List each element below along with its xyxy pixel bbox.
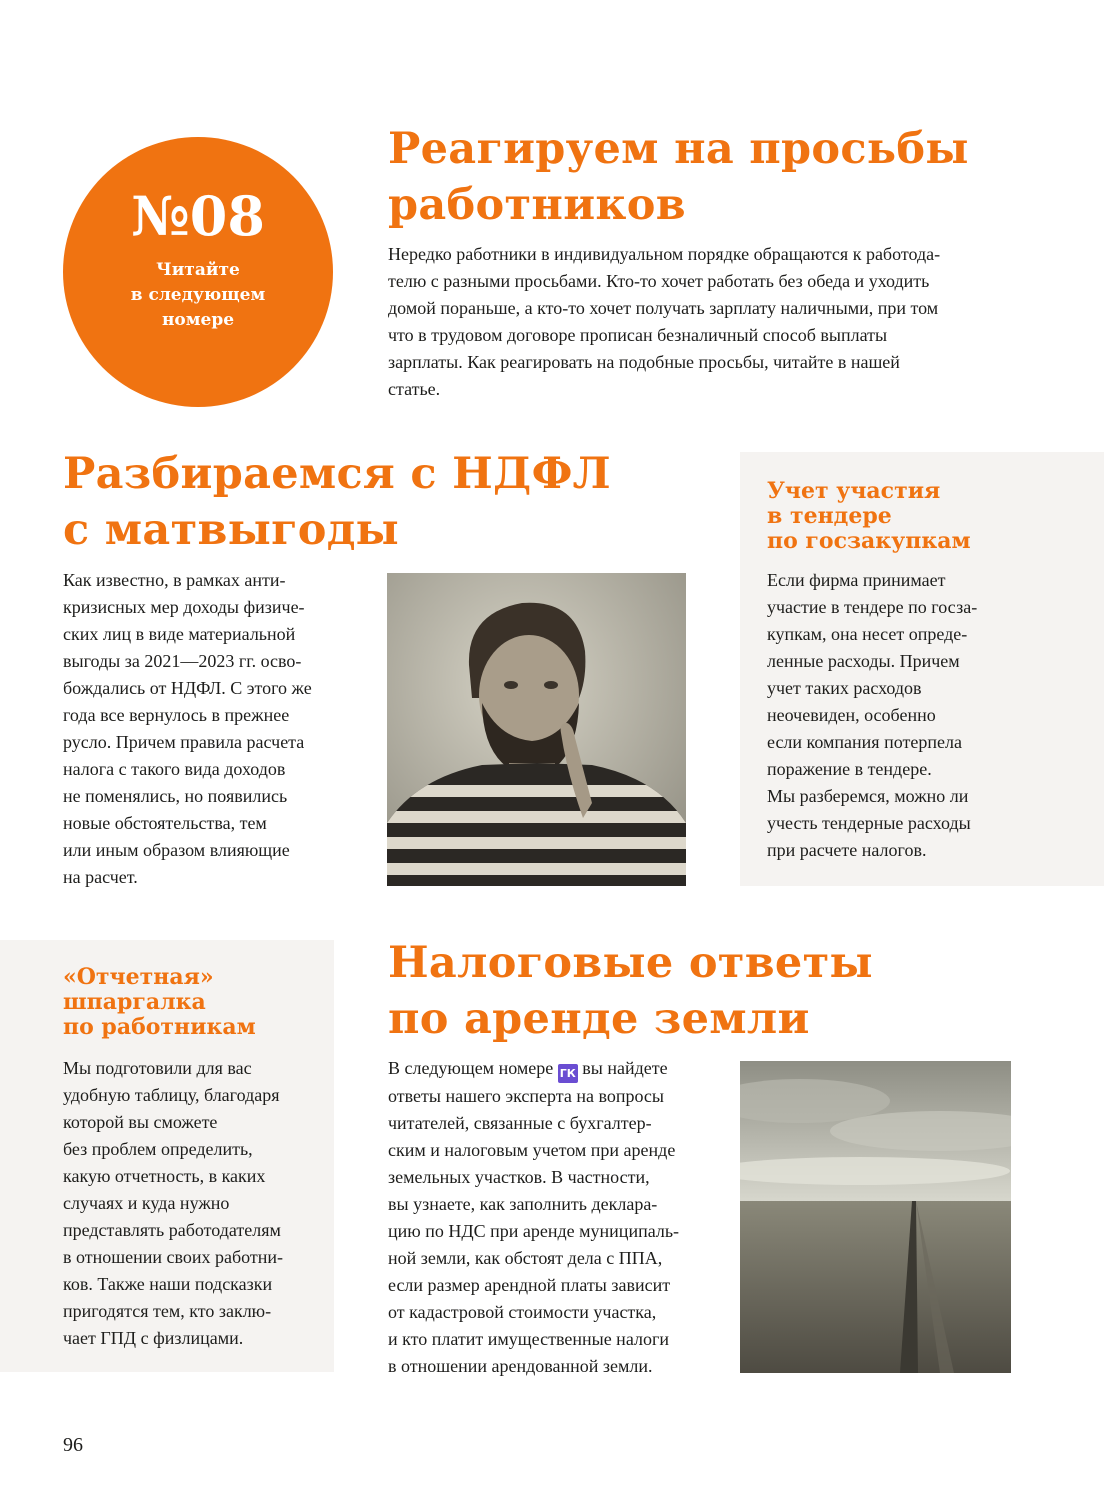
text-line: неочевиден, особенно — [767, 705, 936, 725]
text-line: в отношении своих работни- — [63, 1247, 284, 1267]
text-line: земельных участков. В частности, — [388, 1167, 650, 1187]
article2-body — [63, 567, 312, 891]
article2-title — [63, 446, 611, 558]
title-line: с матвыгоды — [63, 505, 400, 555]
text-line: статье. — [388, 379, 441, 399]
text-line: купкам, она несет опреде- — [767, 624, 968, 644]
text-line: выгоды за 2021—2023 гг. осво- — [63, 651, 302, 671]
text-line: ских лиц в виде материальной — [63, 624, 296, 644]
text-line: от кадастровой стоимости участка, — [388, 1302, 657, 1322]
sidebar-tender — [740, 452, 1104, 886]
text-line: случаях и куда нужно — [63, 1193, 230, 1213]
text-line: зарплаты. Как реагировать на подобные просьбы, читайте в нашей — [388, 352, 900, 372]
text-line: ленные расходы. Причем — [767, 651, 960, 671]
sidebar1-body — [767, 567, 977, 864]
text-line: если компания потерпела — [767, 732, 962, 752]
text-line: какую отчетность, в каких — [63, 1166, 266, 1186]
text-line: Мы разберемся, можно ли — [767, 786, 969, 806]
text-line: представлять работодателям — [63, 1220, 281, 1240]
text-line: читателей, связанные с бухгалтер- — [388, 1113, 652, 1133]
text-line: года все вернулось в прежнее — [63, 705, 290, 725]
field-landscape-photo — [740, 1061, 1011, 1373]
title-line: по госзакупкам — [767, 528, 971, 554]
text-line: или иным образом влияющие — [63, 840, 290, 860]
text-line: новые обстоятельства, тем — [63, 813, 267, 833]
sidebar-report-cheatsheet — [0, 940, 334, 1372]
text-line: без проблем определить, — [63, 1139, 253, 1159]
text-line: чает ГПД с физлицами. — [63, 1328, 244, 1348]
text-line: поражение в тендере. — [767, 759, 932, 779]
badge-caption — [63, 258, 333, 333]
text-line: бождались от НДФЛ. С этого же — [63, 678, 312, 698]
text-line: учет таких расходов — [767, 678, 922, 698]
article3-title — [388, 935, 873, 1047]
title-line: Налоговые ответы — [388, 938, 873, 988]
text-line: если размер арендной платы зависит — [388, 1275, 671, 1295]
title-line: работников — [388, 180, 686, 230]
text-line: которой вы сможете — [63, 1112, 218, 1132]
text-line: Мы подготовили для вас — [63, 1058, 252, 1078]
badge-caption-line: номере — [161, 310, 235, 330]
title-line: Реагируем на просьбы — [388, 124, 969, 174]
badge-caption-line: Читайте — [156, 260, 240, 280]
title-line: Разбираемся с НДФЛ — [63, 449, 612, 499]
article1-body — [388, 241, 940, 403]
page-number: 96 — [63, 1434, 83, 1456]
text-line: удобную таблицу, благодаря — [63, 1085, 280, 1105]
text-line: вы узнаете, как заполнить деклара- — [388, 1194, 658, 1214]
text-line: Если фирма принимает — [767, 570, 946, 590]
title-line: «Отчетная» — [63, 964, 214, 990]
text-line: ной земли, как обстоят дела с ППА, — [388, 1248, 663, 1268]
text-line — [388, 1055, 679, 1083]
text-line: при расчете налогов. — [767, 840, 927, 860]
sidebar1-title — [767, 479, 971, 554]
text-line: русло. Причем правила расчета — [63, 732, 305, 752]
man-thinking-photo — [387, 573, 686, 886]
text-segment: В следующем номере — [388, 1058, 554, 1078]
title-line: шпаргалка — [63, 989, 206, 1015]
text-line: телю с разными просьбами. Кто-то хочет работать без обеда и уходить — [388, 271, 930, 291]
text-segment: вы найдете — [582, 1058, 668, 1078]
text-line: налога с такого вида доходов — [63, 759, 286, 779]
text-line: в отношении арендованной земли. — [388, 1356, 653, 1376]
text-line: что в трудовом договоре прописан безналичный способ выплаты — [388, 325, 888, 345]
text-line: Как известно, в рамках анти- — [63, 570, 286, 590]
article3-body — [388, 1055, 679, 1380]
title-line: по аренде земли — [388, 994, 810, 1044]
badge-caption-line: в следующем — [130, 285, 266, 305]
photo-illustration — [740, 1061, 1011, 1373]
text-line: цию по НДС при аренде муниципаль- — [388, 1221, 680, 1241]
text-line: не поменялись, но появились — [63, 786, 288, 806]
title-line: Учет участия — [767, 478, 941, 504]
text-line: учесть тендерные расходы — [767, 813, 971, 833]
text-line: на расчет. — [63, 867, 138, 887]
text-line: Нередко работники в индивидуальном порядке обращаются к работода- — [388, 244, 941, 264]
text-line: и кто платит имущественные налоги — [388, 1329, 669, 1349]
article1-title — [388, 121, 969, 233]
next-issue-badge — [63, 137, 333, 407]
text-line: участие в тендере по госза- — [767, 597, 978, 617]
title-line: в тендере — [767, 503, 892, 529]
issue-number: №08 — [131, 184, 265, 248]
text-line: ским и налоговым учетом при аренде — [388, 1140, 676, 1160]
text-line: ков. Также наши подсказки — [63, 1274, 273, 1294]
title-line: по работникам — [63, 1014, 256, 1040]
text-line: домой пораньше, а кто-то хочет получать зарплату наличными, при том — [388, 298, 939, 318]
sidebar2-title — [63, 965, 256, 1040]
text-line: кризисных мер доходы физиче- — [63, 597, 305, 617]
photo-illustration — [387, 573, 686, 886]
sidebar2-body — [63, 1055, 283, 1352]
magazine-logo-icon: ГК — [558, 1064, 578, 1083]
text-line: ответы нашего эксперта на вопросы — [388, 1086, 665, 1106]
text-line: пригодятся тем, кто заклю- — [63, 1301, 272, 1321]
